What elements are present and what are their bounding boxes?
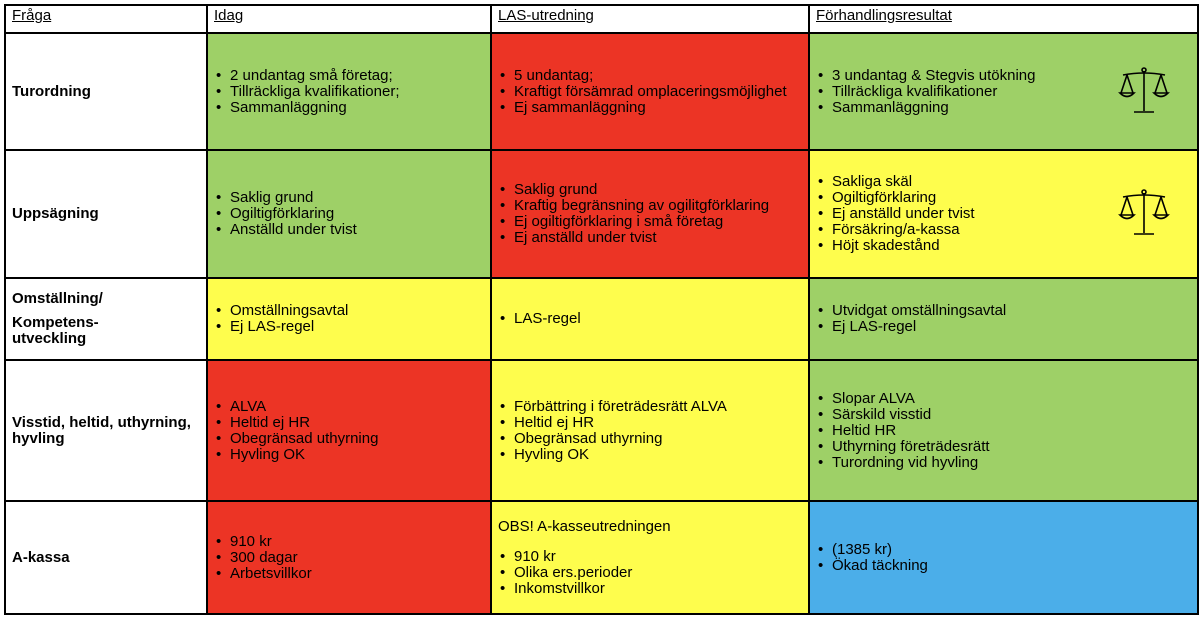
list-item: • Särskild visstid <box>816 407 1191 423</box>
list-item: • Kraftigt försämrad omplaceringsmöjlighet <box>498 84 802 100</box>
list-item: • Inkomstvillkor <box>498 581 802 597</box>
question-cell: Turordning <box>5 33 207 150</box>
list-item: • Slopar ALVA <box>816 391 1191 407</box>
list-item: • Sakliga skäl <box>816 174 1191 190</box>
list-item: • Anställd under tvist <box>214 222 484 238</box>
table-row <box>5 33 1198 150</box>
table-row <box>5 360 1198 501</box>
bullet-list <box>816 542 1191 574</box>
list-item: • Ogiltigförklaring <box>214 206 484 222</box>
list-item: • Höjt skadestånd <box>816 238 1191 254</box>
list-item: • Omställningsavtal <box>214 303 484 319</box>
scale-icon <box>1117 65 1171 119</box>
list-item: • Ej LAS-regel <box>214 319 484 335</box>
list-item: • 3 undantag & Stegvis utökning <box>816 68 1191 84</box>
list-item: • 910 kr <box>214 534 484 550</box>
comparison-table <box>4 4 1199 615</box>
header-row <box>5 5 1198 33</box>
list-item: • Sammanläggning <box>214 100 484 116</box>
las-cell <box>491 33 809 150</box>
table-row <box>5 150 1198 278</box>
las-cell <box>491 360 809 501</box>
list-item: • LAS-regel <box>498 311 802 327</box>
result-cell <box>809 360 1198 501</box>
list-item: • Obegränsad uthyrning <box>214 431 484 447</box>
question-cell: A-kassa <box>5 501 207 614</box>
las-cell <box>491 150 809 278</box>
list-item: • Saklig grund <box>214 190 484 206</box>
list-item: • ALVA <box>214 399 484 415</box>
list-item: • Ej ogiltigförklaring i små företag <box>498 214 802 230</box>
list-item: • Tillräckliga kvalifikationer <box>816 84 1191 100</box>
question-cell: Uppsägning <box>5 150 207 278</box>
list-item: • Ej LAS-regel <box>816 319 1191 335</box>
list-item: • Förbättring i företrädesrätt ALVA <box>498 399 802 415</box>
las-cell <box>491 501 809 614</box>
list-item: • Kraftig begränsning av ogilitgförklaring <box>498 198 802 214</box>
question-cell: Omställning/ Kompetens- utveckling <box>5 278 207 360</box>
table-row <box>5 501 1198 614</box>
list-item: • Tillräckliga kvalifikationer; <box>214 84 484 100</box>
bullet-list <box>214 534 484 582</box>
list-item: • Hyvling OK <box>214 447 484 463</box>
result-cell <box>809 278 1198 360</box>
idag-cell <box>207 501 491 614</box>
list-item: • Arbetsvillkor <box>214 566 484 582</box>
list-item: • 300 dagar <box>214 550 484 566</box>
idag-cell <box>207 33 491 150</box>
result-cell <box>809 150 1198 278</box>
bullet-list <box>214 303 484 335</box>
list-item: • Ökad täckning <box>816 558 1191 574</box>
list-item: • 910 kr <box>498 549 802 565</box>
list-item: • Ej sammanläggning <box>498 100 802 116</box>
list-item: • Obegränsad uthyrning <box>498 431 802 447</box>
list-item: • Ogiltigförklaring <box>816 190 1191 206</box>
bullet-list <box>816 391 1191 471</box>
list-item: • Heltid HR <box>816 423 1191 439</box>
header-idag: Idag <box>207 5 491 33</box>
las-note: OBS! A-kasseutredningen <box>498 517 671 535</box>
bullet-list <box>214 68 484 116</box>
table-row <box>5 278 1198 360</box>
list-item: • Uthyrning företrädesrätt <box>816 439 1191 455</box>
list-item: • Heltid ej HR <box>214 415 484 431</box>
header-las-utredning: LAS-utredning <box>491 5 809 33</box>
list-item: • Turordning vid hyvling <box>816 455 1191 471</box>
bullet-list <box>498 68 802 116</box>
list-item: • Försäkring/a-kassa <box>816 222 1191 238</box>
idag-cell <box>207 150 491 278</box>
las-cell <box>491 278 809 360</box>
list-item: • 2 undantag små företag; <box>214 68 484 84</box>
bullet-list <box>498 182 802 246</box>
list-item: • (1385 kr) <box>816 542 1191 558</box>
bullet-list <box>498 311 802 327</box>
header-question: Fråga <box>5 5 207 33</box>
bullet-list <box>214 190 484 238</box>
header-forhandlingsresultat: Förhandlingsresultat <box>809 5 1198 33</box>
list-item: • Saklig grund <box>498 182 802 198</box>
bullet-list <box>816 303 1191 335</box>
idag-cell <box>207 278 491 360</box>
list-item: • Sammanläggning <box>816 100 1191 116</box>
question-cell: Visstid, heltid, uthyrning, hyvling <box>5 360 207 501</box>
bullet-list <box>498 549 802 597</box>
list-item: • Hyvling OK <box>498 447 802 463</box>
result-cell <box>809 33 1198 150</box>
bullet-list <box>214 399 484 463</box>
bullet-list <box>498 399 802 463</box>
idag-cell <box>207 360 491 501</box>
list-item: • 5 undantag; <box>498 68 802 84</box>
list-item: • Ej anställd under tvist <box>498 230 802 246</box>
list-item: • Olika ers.perioder <box>498 565 802 581</box>
scale-icon <box>1117 187 1171 241</box>
list-item: • Ej anställd under tvist <box>816 206 1191 222</box>
result-cell <box>809 501 1198 614</box>
list-item: • Utvidgat omställningsavtal <box>816 303 1191 319</box>
list-item: • Heltid ej HR <box>498 415 802 431</box>
